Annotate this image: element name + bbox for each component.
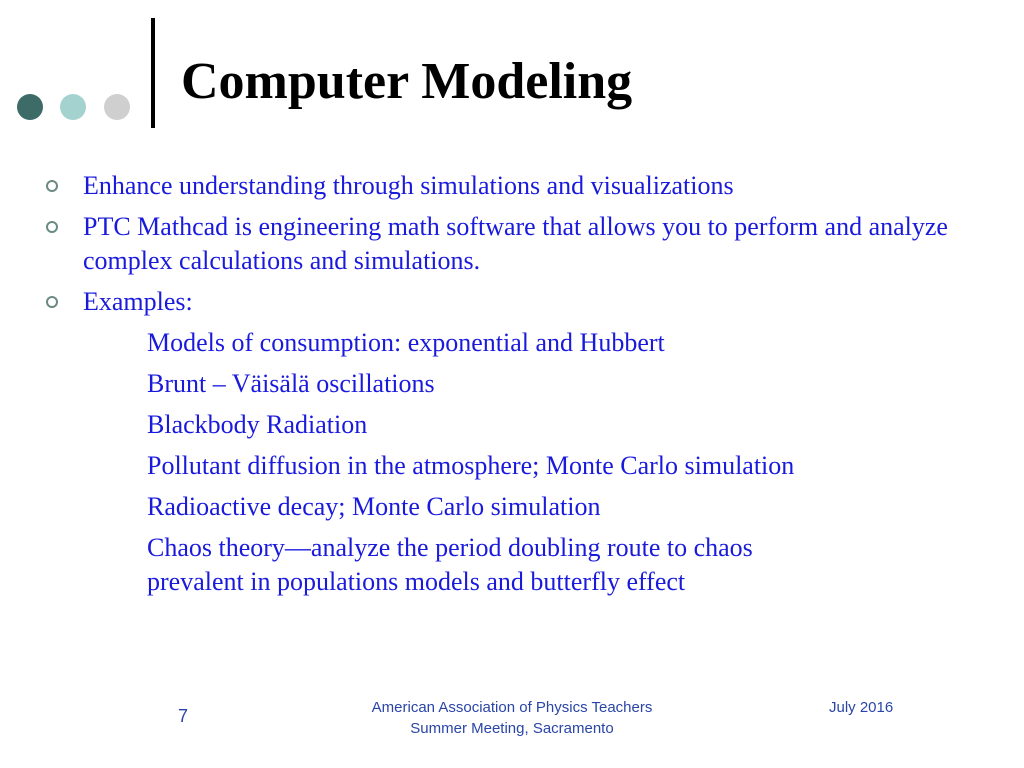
bullet-item	[83, 285, 983, 319]
bullet-circle-icon	[46, 221, 58, 233]
footer-event-info	[312, 697, 712, 739]
example-item: Chaos theory—analyze the period doubling route to chaos prevalent in populations models and butterfly effect	[147, 533, 753, 596]
bullet-text: PTC Mathcad is engineering math software that allows you to perform and analyze complex calculations and simulations.	[83, 212, 948, 275]
bullet-item	[83, 169, 983, 203]
example-item: Models of consumption: exponential and Hubbert	[147, 328, 665, 357]
bullet-text: Examples:	[83, 287, 193, 316]
footer-event: Summer Meeting, Sacramento	[410, 720, 614, 737]
bullet-text: Enhance understanding through simulations and visualizations	[83, 171, 734, 200]
example-item: Pollutant diffusion in the atmosphere; Monte Carlo simulation	[147, 451, 795, 480]
bullet-circle-icon	[46, 180, 58, 192]
decorative-dot-teal	[60, 94, 86, 120]
example-item: Radioactive decay; Monte Carlo simulation	[147, 492, 601, 521]
example-item: Blackbody Radiation	[147, 410, 368, 439]
page-number: 7	[178, 706, 189, 726]
footer-organization: American Association of Physics Teachers	[371, 699, 653, 716]
bullet-circle-icon	[46, 296, 58, 308]
decorative-dot-dark	[17, 94, 43, 120]
decorative-dot-gray	[104, 94, 130, 120]
footer-date: July 2016	[829, 699, 894, 716]
example-item: Brunt – Väisälä oscillations	[147, 369, 435, 398]
bullet-item	[83, 210, 983, 278]
title-divider	[151, 18, 155, 128]
slide-title: Computer Modeling	[181, 53, 633, 110]
